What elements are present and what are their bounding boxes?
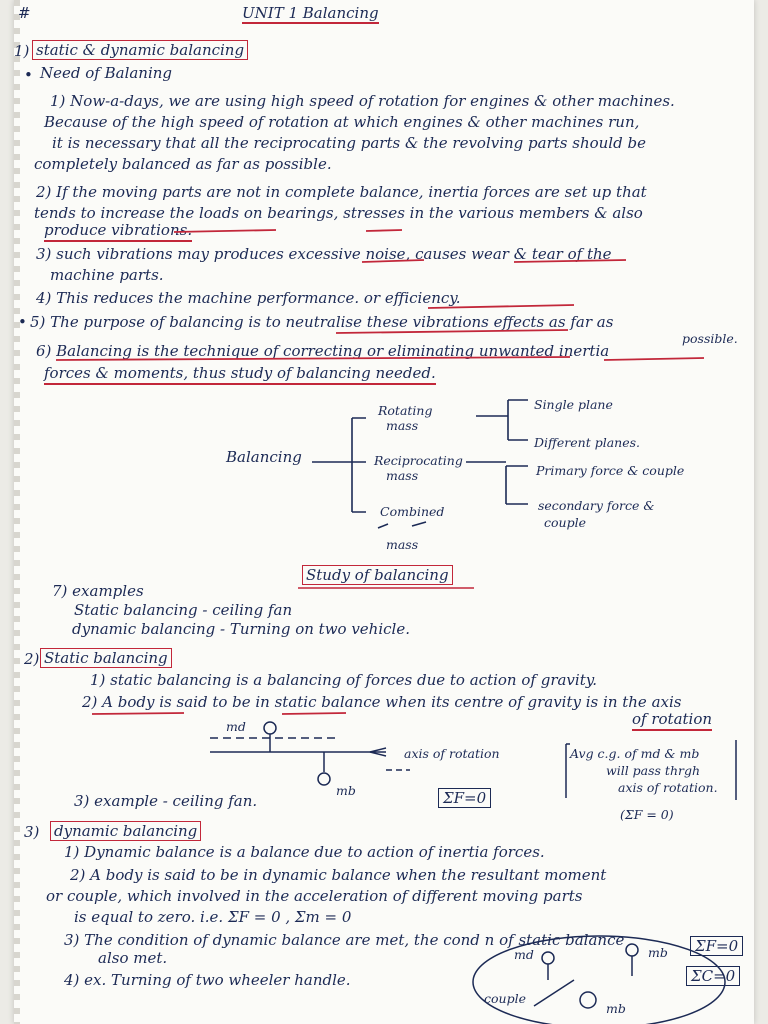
p1-line2: Because of the high speed of rotation at which engines & other machines run,	[44, 113, 640, 131]
static-mb-label: mb	[336, 783, 356, 798]
tree-different-planes: Different planes.	[534, 435, 640, 450]
tree-rotating-mass: mass	[386, 418, 419, 433]
dynamic-mb-label: mb	[648, 945, 668, 960]
dynamic-md-mass	[542, 952, 554, 964]
section1-heading: static & dynamic balancing	[32, 40, 248, 60]
unit-title: UNIT 1 Balancing	[242, 4, 379, 22]
dynamic-heading: dynamic balancing	[50, 821, 201, 841]
p1-line1: 1) Now-a-days, we are using high speed of rotation for engines & other machines.	[50, 92, 675, 110]
underline-loads	[174, 230, 276, 232]
p2-line2: tends to increase the loads on bearings, stresses in the various members & also	[34, 204, 643, 222]
tree-combined-mass: mass	[386, 537, 419, 552]
static-note-bracket-left	[566, 744, 570, 798]
bullet: •	[24, 66, 33, 84]
tree-combined-arrows	[378, 522, 426, 528]
dynamic-p3-line1: 3) The condition of dynamic balance are met, the cond n of static balance	[64, 931, 625, 949]
p6-line1: 6) Balancing is the technique of correcting or eliminating unwanted inertia	[36, 342, 610, 360]
tree-reciprocating: Reciprocating	[374, 453, 463, 468]
underline-wear	[514, 260, 626, 262]
dynamic-md-label: md	[514, 947, 534, 962]
dynamic-p4: 4) ex. Turning of two wheeler handle.	[64, 971, 351, 989]
underline-static-balance	[282, 713, 346, 714]
tree-rot-brace	[508, 400, 528, 440]
dynamic-eq1-box: ΣF=0	[690, 936, 743, 956]
red-underlines	[56, 230, 704, 714]
static-number: 2)	[24, 650, 40, 668]
tree-recip-brace	[506, 466, 528, 504]
dynamic-p1: 1) Dynamic balance is a balance due to action of inertia forces.	[64, 843, 545, 861]
tree-rotating: Rotating	[378, 403, 433, 418]
static-note-2: will pass thrgh	[606, 763, 701, 778]
dynamic-mb2-mass	[580, 992, 596, 1008]
p1-line4: completely balanced as far as possible.	[34, 155, 332, 173]
static-md-mass	[264, 722, 276, 734]
p2-line3: produce vibrations.	[44, 221, 192, 242]
study-box: Study of balancing	[302, 565, 453, 585]
tree-root: Balancing	[226, 448, 302, 466]
dynamic-p2-line3: is equal to zero. i.e. ΣF = 0 , Σm = 0	[74, 908, 352, 926]
need-heading: Need of Balaning	[40, 64, 173, 82]
dynamic-diagram	[473, 936, 725, 1024]
dynamic-couple-label: couple	[484, 991, 526, 1006]
dynamic-couple-line	[534, 980, 574, 1006]
tree-secondary: secondary force &	[538, 498, 655, 513]
tree-lines	[298, 400, 528, 588]
dynamic-p2-line2: or couple, which involved in the acceleration of different moving parts	[46, 887, 583, 905]
p1-line3: it is necessary that all the reciprocating parts & the revolving parts should be	[52, 134, 646, 152]
p5-line2: possible.	[682, 331, 738, 346]
dynamic-mb2-label: mb	[606, 1001, 626, 1016]
static-heading: Static balancing	[40, 648, 172, 668]
p3-line1: 3) such vibrations may produces excessive noise, causes wear & tear of the	[36, 245, 612, 263]
tree-primary: Primary force & couple	[536, 463, 685, 478]
underline-static-def	[92, 713, 184, 714]
static-axis-label: axis of rotation	[404, 746, 500, 761]
notebook-page	[14, 0, 754, 1024]
examples-static: Static balancing - ceiling fan	[74, 601, 293, 619]
static-note-3: axis of rotation.	[618, 780, 718, 795]
p2-line1: 2) If the moving parts are not in complete balance, inertia forces are set up that	[36, 183, 647, 201]
underline-balancing-technique	[56, 357, 570, 360]
p6-line2: forces & moments, thus study of balancing needed.	[44, 364, 436, 385]
underline-stresses	[366, 230, 402, 231]
static-p1: 1) static balancing is a balancing of forces due to action of gravity.	[90, 671, 597, 689]
static-note-eq: (ΣF = 0)	[620, 807, 674, 822]
p5-line1: 5) The purpose of balancing is to neutralise these vibrations effects as far as	[30, 313, 614, 331]
underline-neutralise	[336, 330, 568, 333]
static-md-label: md	[226, 719, 246, 734]
dynamic-rotation-ellipse	[473, 936, 725, 1024]
static-p2a: 2) A body is said to be in static balance when its centre of gravity is in the axis	[82, 693, 682, 711]
p3-line2: machine parts.	[50, 266, 164, 284]
underline-inertia	[604, 358, 704, 360]
pen-drawings	[14, 0, 754, 1024]
examples-dynamic: dynamic balancing - Turning on two vehicle.	[72, 620, 410, 638]
examples-label: 7) examples	[52, 582, 144, 600]
static-p2b: of rotation	[632, 710, 712, 731]
section1-number: 1)	[14, 42, 30, 60]
static-example: 3) example - ceiling fan.	[74, 792, 258, 810]
tree-combined: Combined	[380, 504, 445, 519]
static-note-1: Avg c.g. of md & mb	[570, 746, 700, 761]
tree-single-plane: Single plane	[534, 397, 613, 412]
underline-efficiency	[428, 305, 574, 308]
page-mark: #	[18, 4, 31, 22]
p4-line: 4) This reduces the machine performance. or efficiency.	[36, 289, 461, 307]
dynamic-p2-line1: 2) A body is said to be in dynamic balance when the resultant moment	[70, 866, 607, 884]
dynamic-number: 3)	[24, 823, 40, 841]
dynamic-mb-mass	[626, 944, 638, 956]
dynamic-eq2-box: ΣC=0	[686, 966, 740, 986]
p5-bullet: •	[18, 313, 27, 331]
tree-branches	[352, 418, 366, 512]
static-eq-box: ΣF=0	[438, 788, 491, 808]
dynamic-p3-line2: also met.	[98, 949, 168, 967]
tree-secondary-couple: couple	[544, 515, 586, 530]
tree-reciprocating-mass: mass	[386, 468, 419, 483]
static-diagram	[210, 722, 736, 800]
static-mb-mass	[318, 773, 330, 785]
underline-noise	[362, 260, 424, 262]
